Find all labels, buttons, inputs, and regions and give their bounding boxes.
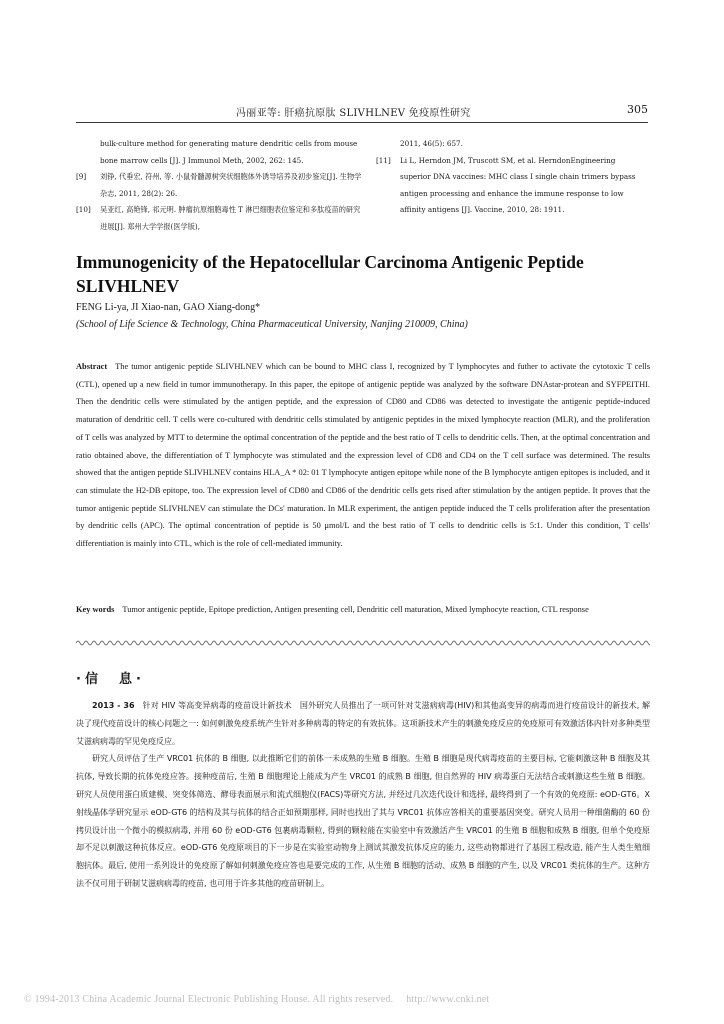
keywords-text: Tumor antigenic peptide, Epitope prediction, Antigen presenting cell, Dendritic cell maturation, Mixed lymphocyte reaction, CTL response xyxy=(122,605,589,614)
reference-item xyxy=(376,136,648,153)
reference-item xyxy=(76,136,366,169)
reference-text: 刘铮, 代垂宏, 符州, 等. 小鼠骨髓源树突状细胞体外诱导培养及初步鉴定[J]. 生物学杂志, 2011, 28(2): 26. xyxy=(100,172,362,198)
author-list: FENG Li-ya, JI Xiao-nan, GAO Xiang-dong* xyxy=(76,302,261,313)
english-title-block xyxy=(76,250,656,330)
news-paragraph-text: 针对 HIV 等高变异病毒的疫苗设计新技术 国外研究人员推出了一项可针对艾滋病病毒(HIV)和其他高变异的病毒而进行疫苗设计的新技术, 解决了现代疫苗设计的核心问题之一: 如何刺激免疫系统产生针对多种病毒的特定的有效抗体。这项新技术产生的刺激免疫反应的免疫原可有效激活体内针对多种类型艾滋病病毒的罕见免疫反应。 xyxy=(76,701,650,746)
reference-column-right xyxy=(376,136,648,219)
reference-text: 2011, 46(5): 657. xyxy=(400,139,463,148)
reference-number: [10] xyxy=(76,205,91,214)
news-body xyxy=(76,697,650,893)
reference-number: [11] xyxy=(376,155,391,165)
page-number: 305 xyxy=(627,103,648,116)
news-paragraph xyxy=(76,750,650,892)
abstract xyxy=(76,358,650,553)
news-paragraph-text: 研究人员评估了生产 VRC01 抗体的 B 细胞, 以此推断它们的前体一未成熟的生殖 B 细胞。生殖 B 细胞是现代病毒疫苗的主要目标, 它能刺激这种 B 细胞及其抗体, 导致长期的抗体免疫应答。接种疫苗后, 生殖 B 细胞理论上能成为产生 VRC01 的成熟 B 细胞, 但自然界的 HIV 病毒蛋白无法结合或刺激这些生殖 B 细胞。研究人员使用蛋白质建模、突变体筛选、酵母表面展示和流式细胞仪(FACS)等研究方法, 并经过几次迭代设计和选择, 最终得到了一个有效的免疫原: eOD-GT6。X 射线晶体学研究显示 eOD-GT6 的结构及其与抗体的结合正如预期那样, 同时也找出了其与 VRC01 抗体应答相关的重要基因突变。研究人员用一种细菌酶的 60 份拷贝设计出一个微小的模拟病毒, 并用 60 份 eOD-GT6 包裹病毒颗粒, 得到的颗粒能在实验室中有效激活产生 VRC01 的生殖 B 细胞和成熟 B 细胞, 但单个免疫原却不足以刺激这种抗体反应。eOD-GT6 免疫原项目的下一步是在实验室动物身上测试其激发抗体反应的能力, 这些动物都进行了基因工程改造, 能产生人类生殖细胞抗体。最后, 使用一系列设计的免疫原了解如何刺激免疫应答也是要完成的工作, 从生殖 B 细胞的活动、成熟 B 细胞的产生, 以及 VRC01 类抗体的生产。这种方法不仅可用于研制艾滋病病毒的疫苗, 也可用于许多其他的疫苗研制上。 xyxy=(76,754,650,888)
reference-item xyxy=(376,153,648,219)
reference-item xyxy=(76,169,366,202)
running-header xyxy=(76,104,648,123)
news-paragraph xyxy=(76,697,650,750)
news-section-heading: ·信 息· xyxy=(76,672,145,687)
reference-column-left xyxy=(76,136,366,235)
abstract-label: Abstract xyxy=(76,362,108,371)
keywords-label: Key words xyxy=(76,605,115,614)
news-item-tag: 2013 - 36 xyxy=(92,701,135,710)
affiliation: (School of Life Science & Technology, China Pharmaceutical University, Nanjing 210009, China) xyxy=(76,319,468,330)
reference-text: bulk-culture method for generating mature dendritic cells from mouse bone marrow cells [J]. J Immunol Meth, 2002, 262: 145. xyxy=(100,139,358,165)
wavy-divider xyxy=(76,639,650,647)
article-title: Immunogenicity of the Hepatocellular Carcinoma Antigenic Peptide SLIVHLNEV xyxy=(76,252,584,296)
copyright-footer: © 1994-2013 China Academic Journal Electronic Publishing House. All rights reserved. http://www.cnki.net xyxy=(24,994,490,1005)
reference-text: 吴亚红, 高艳锋, 祁元明. 肿瘤抗原细胞毒性 T 淋巴细胞表位鉴定和多肽疫苗的研究进展[J]. 郑州大学学报(医学版), xyxy=(100,205,361,231)
running-title: 冯丽亚等: 肝癌抗原肽 SLIVHLNEV 免疫原性研究 xyxy=(236,108,471,119)
reference-item xyxy=(76,202,366,235)
keywords xyxy=(76,601,650,618)
reference-text: Li L, Herndon JM, Truscott SM, et al. HerndonEngineering superior DNA vaccines: MHC class I single chain trimers bypass antigen processing and enhance the immune response to low affinity antigens [J]. Vaccine, 2010, 28: 1911. xyxy=(400,155,636,214)
reference-number: [9] xyxy=(76,172,87,181)
abstract-text: The tumor antigenic peptide SLIVHLNEV which can be bound to MHC class I, recognized by T lymphocytes and futher to activate the cytotoxic T cells (CTL), opened up a new field in tumor immunotherapy. In this paper, the epitope of antigenic peptide was analyzed by the software DNAstar-protean and SYFPEITHI. Then the dendritic cells were stimulated by the antigen peptide, and the expression of CD80 and CD86 was detected to investigate the antigenic peptide-induced maturation of dendritic cell. T cells were co-cultured with dendritic cells stimulated by antigenic peptides in the mixed lymphocyte reaction (MLR), and the proliferation of T cells was analyzed by MTT to determine the optimal concentration of the peptide and the best ratio of T cells to dendritic cells. Then, at the optimal concentration and ratio obtained above, the differentiation of T lymphocyte was stimulated and the expression level of CD8 and CD4 on the T cell surface was determined. The results showed that the antigen peptide SLIVHLNEV contains HLA_A * 02: 01 T lymphocyte antigen epitope while none of the B lymphocyte antigen epitopes is included, and it can stimulate the H2-DB epitope, too. The expression level of CD80 and CD86 of the dendritic cells gets rised after stimulation by the antigen peptide. It proves that the tumor antigenic peptide SLIVHLNEV can stimulate the DCs' maturation. In MLR experiment, the antigen peptide induced the T cells proliferation after the presentation by dendritic cells (APC). The optimal concentration of peptide is 50 μmol/L and the best ratio of T cells to dendritic cells is 5:1. Under this condition, T cells' differentiation is mainly into CTL, which is the role of cell-mediated immunity. xyxy=(76,362,650,549)
